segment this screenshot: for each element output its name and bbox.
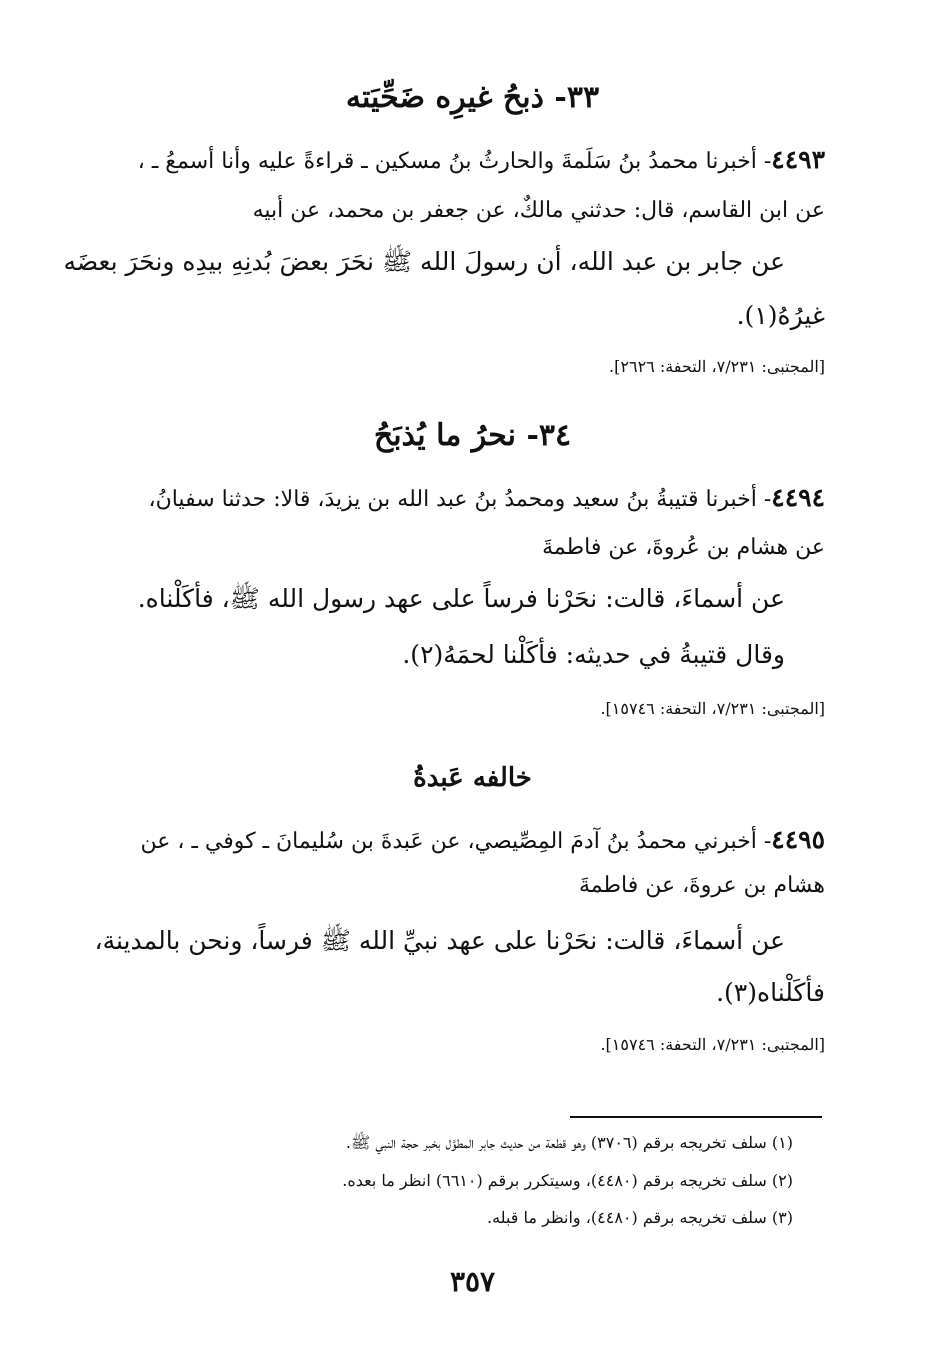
- footnote-3: (٣) سلف تخريجه برقم (٤٤٨٠)، وانظر ما قبله.: [487, 1208, 793, 1227]
- hadith-4494-line1-text: - أخبرنا قتيبةُ بنُ سعيد ومحمدُ بنُ عبد الله بن يزيدَ، قالا: حدثنا سفيانُ،: [148, 487, 772, 512]
- hadith-4494-line4: وقال قتيبةُ في حديثه: فأكَلْنا لحمَهُ(٢).: [402, 640, 785, 669]
- hadith-4495-line4: فأكَلْناه(٣).: [716, 978, 825, 1007]
- hadith-4493-line3: عن جابر بن عبد الله، أن رسولَ الله ﷺ نحَرَ بعضَ بُدنِهِ بيدِه ونحَرَ بعضَه: [63, 247, 785, 276]
- hadith-4495-line1: [120, 823, 825, 859]
- hadith-4494-line1: [120, 481, 825, 517]
- hadith-4494-number: ٤٤٩٤: [771, 483, 825, 512]
- hadith-4493-line1-text: - أخبرنا محمدُ بنُ سَلَمةَ والحارثُ بنُ مسكين ـ قراءةً عليه وأنا أسمعُ ـ ،: [137, 149, 772, 174]
- hadith-4495-line3: عن أسماءَ، قالت: نحَرْنا على عهد نبيِّ الله ﷺ فرساً، ونحن بالمدينة،: [94, 926, 785, 955]
- page-number: ٣٥٧: [449, 1265, 496, 1298]
- footnote-2: (٢) سلف تخريجه برقم (٤٤٨٠)، وسيتكرر برقم (٦٦١٠) انظر ما بعده.: [342, 1171, 793, 1190]
- section-33-heading: ٣٣- ذبحُ غيرِه ضَحِّيَته: [345, 80, 600, 115]
- hadith-4493-line4: غيرُهُ(١).: [736, 301, 825, 330]
- hadith-4493-line1: [120, 143, 825, 179]
- hadith-4495-line1-text: - أخبرني محمدُ بنُ آدمَ المِصِّيصي، عن عَبدةَ بن سُليمانَ ـ كوفي ـ ، عن: [140, 829, 772, 854]
- hadith-4494-line3: عن أسماءَ، قالت: نحَرْنا فرساً على عهد رسول الله ﷺ، فأكَلْناه.: [137, 584, 785, 613]
- hadith-4493-number: ٤٤٩٣: [771, 145, 825, 174]
- subsection-heading: خالفه عَبدةُ: [413, 763, 532, 793]
- hadith-4493-line2: عن ابن القاسم، قال: حدثني مالكٌ، عن جعفر بن محمد، عن أبيه: [252, 198, 825, 223]
- footnote-1: (١) سلف تخريجه برقم (٣٧٠٦) وهو قطعة من حديث جابر المطوَّل بخبر حجة النبي ﷺ.: [345, 1133, 793, 1152]
- section-34-heading: ٣٤- نحرُ ما يُذبَحُ: [373, 418, 572, 453]
- hadith-4494-line2: عن هشام بن عُروةَ، عن فاطمةَ: [542, 535, 825, 560]
- hadith-4493-reference: [المجتبى: ٧/٢٣١، التحفة: ٢٦٢٦].: [609, 357, 825, 376]
- hadith-4495-number: ٤٤٩٥: [771, 825, 825, 854]
- hadith-4494-reference: [المجتبى: ٧/٢٣١، التحفة: ١٥٧٤٦].: [600, 699, 825, 718]
- footnote-separator: [570, 1116, 822, 1118]
- hadith-4495-line2: هشام بن عروةَ، عن فاطمةَ: [578, 873, 825, 898]
- hadith-4495-reference: [المجتبى: ٧/٢٣١، التحفة: ١٥٧٤٦].: [600, 1035, 825, 1054]
